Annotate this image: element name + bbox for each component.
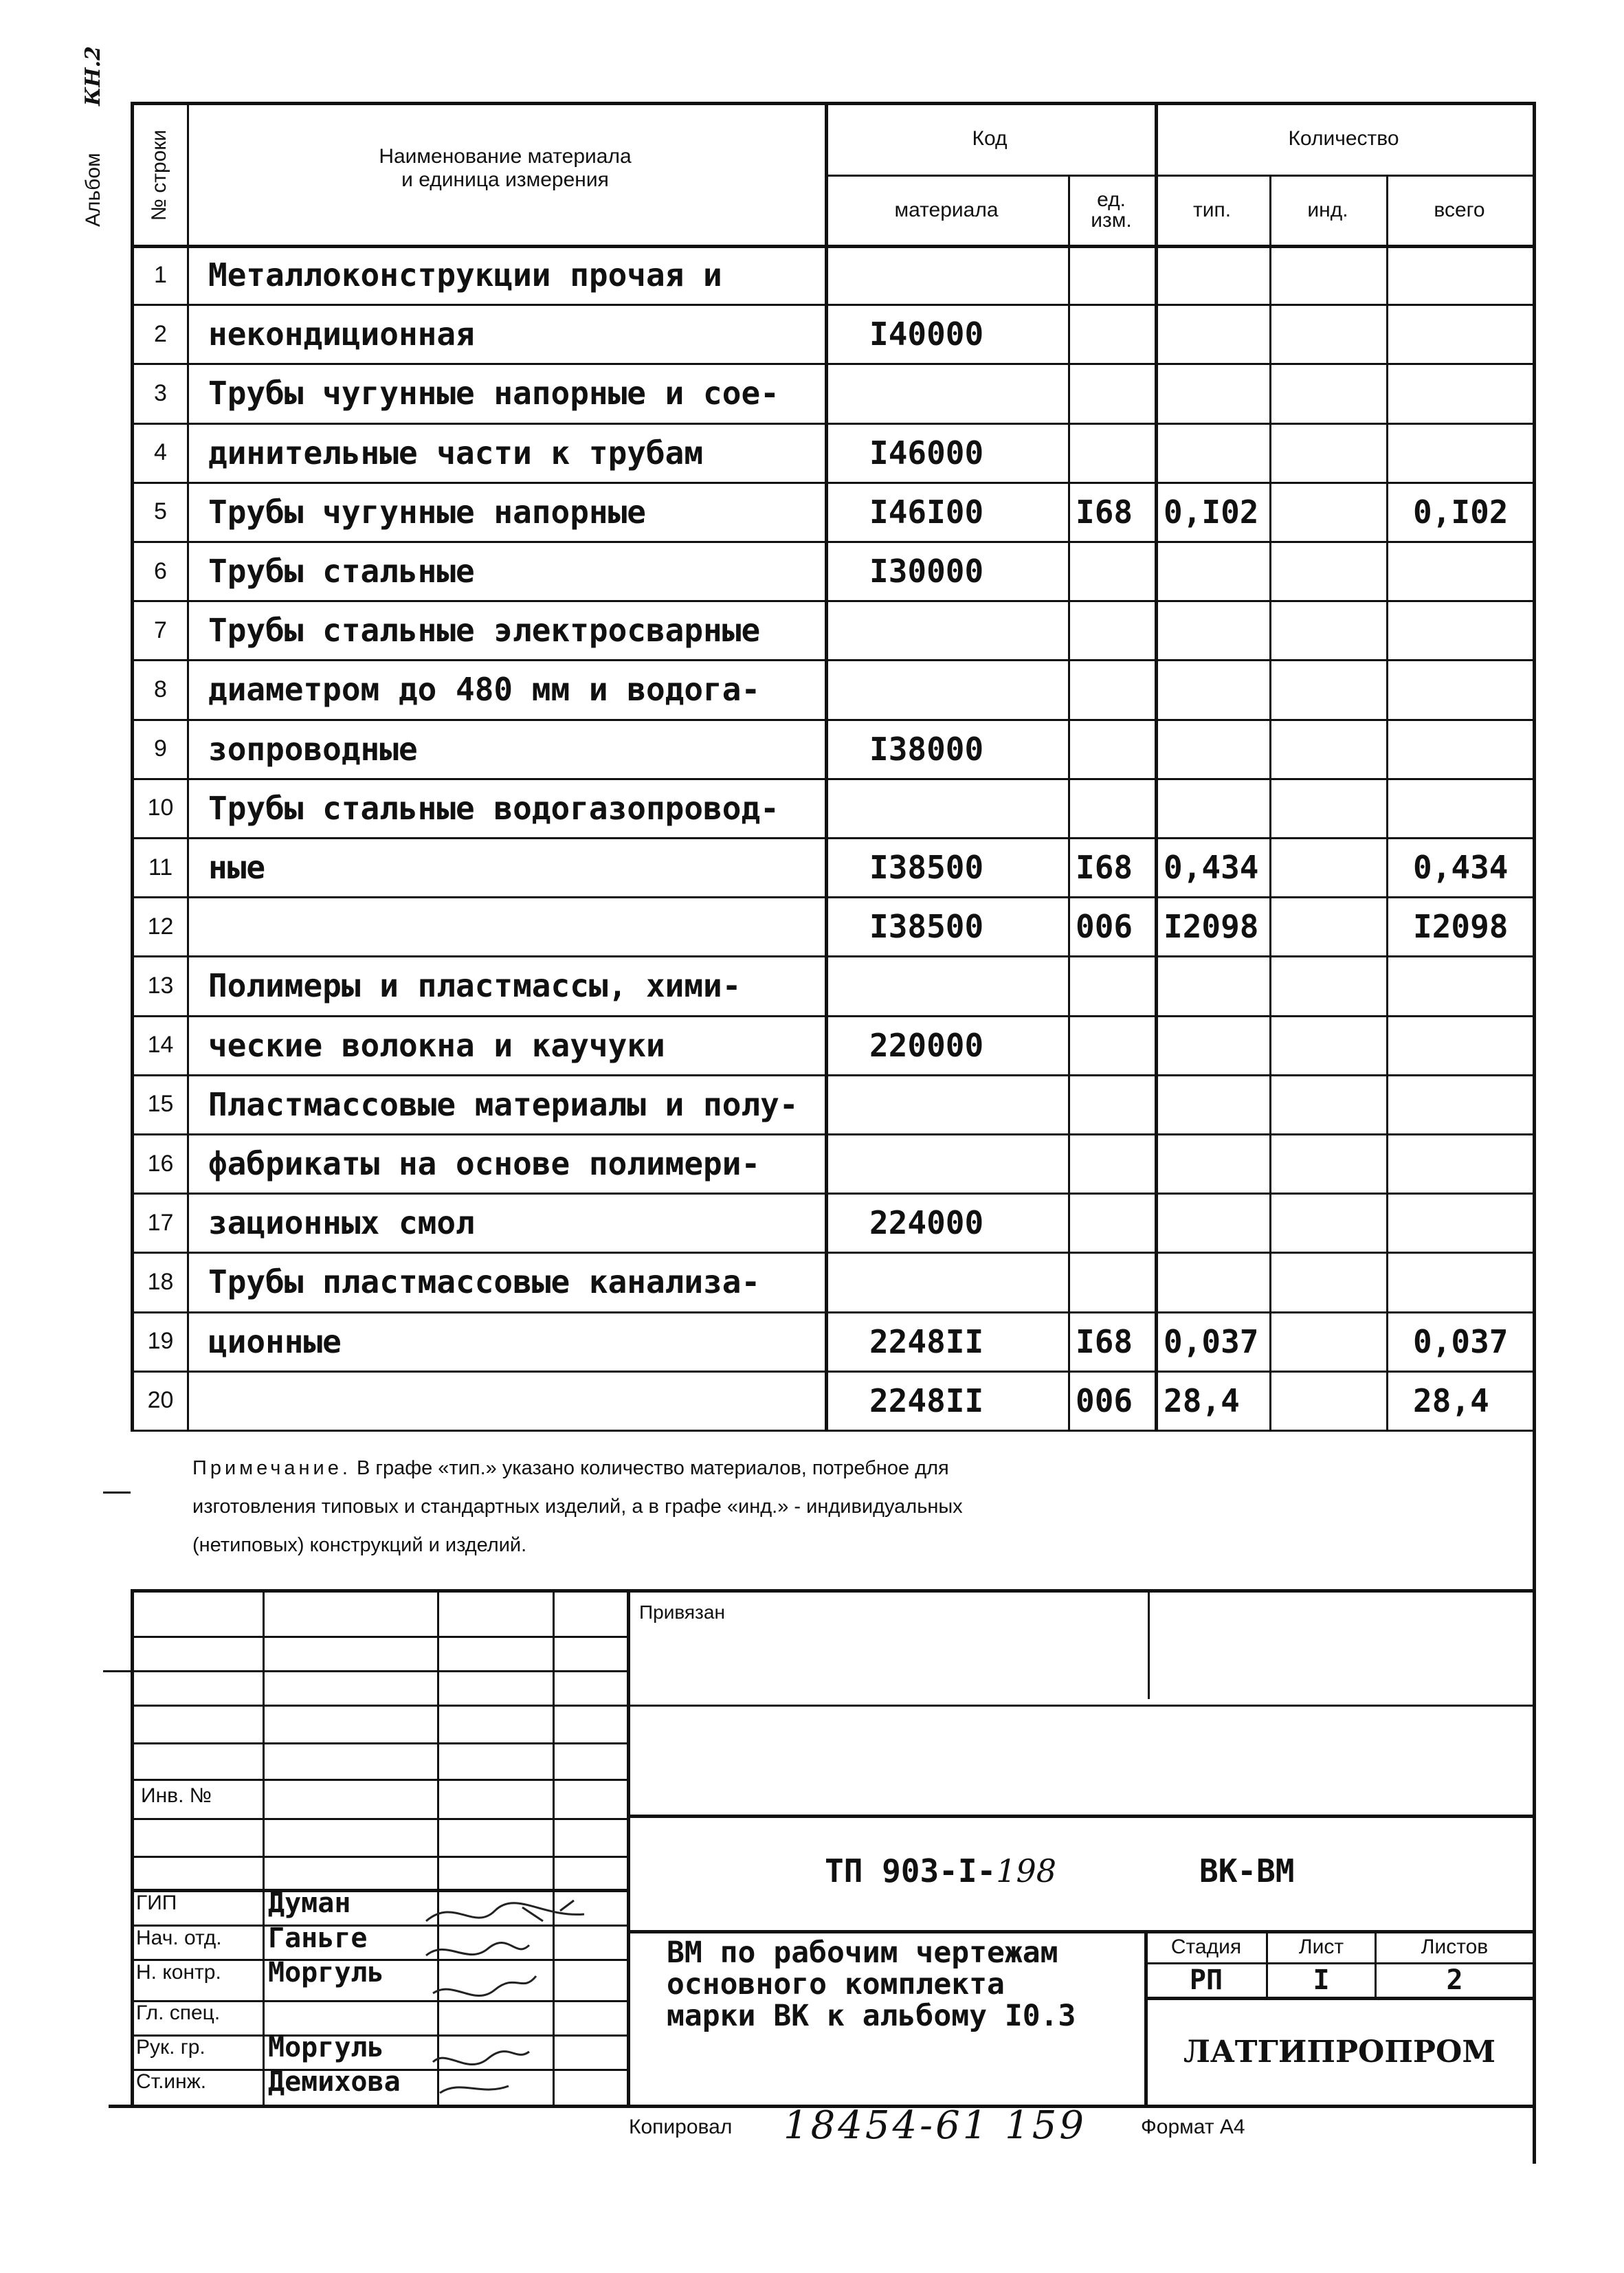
qty-ind xyxy=(1271,1253,1386,1311)
row-number: 3 xyxy=(154,379,167,406)
signature-person-name: Моргуль xyxy=(268,1957,384,1988)
material-code: I38000 xyxy=(869,730,984,768)
copied-handwritten-number: 18454-61 159 xyxy=(783,2103,1087,2148)
qty-total xyxy=(1388,1135,1533,1193)
row-number: 20 xyxy=(147,1387,174,1414)
stage-label: Стадия xyxy=(1170,1935,1242,1958)
qty-total xyxy=(1388,1194,1533,1252)
document-code-printed: ТП 903-I- xyxy=(825,1852,997,1889)
material-name: Полимеры и пластмассы, хими- xyxy=(208,967,742,1005)
qty-total: 0,434 xyxy=(1413,849,1509,887)
qty-ind xyxy=(1271,779,1386,837)
material-name: динительные части к трубам xyxy=(208,434,704,472)
material-name: Трубы стальные водогазопровод- xyxy=(208,789,779,827)
material-name: ные xyxy=(208,849,266,887)
material-code xyxy=(828,601,1068,659)
note-line1: В графе «тип.» указано количество материалов, потребное для xyxy=(356,1457,949,1479)
unit-code xyxy=(1070,1253,1155,1311)
qty-type: 0,I02 xyxy=(1164,493,1259,531)
qty-ind xyxy=(1271,839,1386,896)
document-code-handwritten: 198 xyxy=(996,1852,1057,1889)
row-number: 15 xyxy=(147,1091,174,1118)
unit-code xyxy=(1070,720,1155,778)
qty-total xyxy=(1388,661,1533,718)
material-code xyxy=(828,246,1068,304)
album-side-label xyxy=(81,46,105,227)
material-name: диаметром до 480 мм и водога- xyxy=(208,671,761,709)
material-code: I38500 xyxy=(869,908,984,946)
qty-type xyxy=(1158,364,1269,422)
qty-type xyxy=(1158,779,1269,837)
unit-code xyxy=(1070,1194,1155,1252)
qty-total xyxy=(1388,957,1533,1014)
qty-total xyxy=(1388,720,1533,778)
album-label: Альбом xyxy=(82,153,104,227)
qty-ind xyxy=(1271,424,1386,482)
unit-code: I68 xyxy=(1076,849,1133,887)
qty-ind xyxy=(1271,364,1386,422)
qty-ind xyxy=(1271,246,1386,304)
header-qty-type: тип. xyxy=(1192,199,1232,221)
document-title xyxy=(667,1937,1076,2032)
sheets-value: 2 xyxy=(1446,1964,1463,1996)
material-code: I40000 xyxy=(869,315,984,353)
qty-total xyxy=(1388,601,1533,659)
material-name: фабрикаты на основе полимери- xyxy=(208,1145,761,1183)
header-material-name xyxy=(189,137,821,199)
qty-ind xyxy=(1271,1076,1386,1133)
header-code-unit: ед. изм. xyxy=(1091,188,1132,232)
qty-ind xyxy=(1271,720,1386,778)
qty-total: 0,037 xyxy=(1413,1322,1509,1360)
row-number: 19 xyxy=(147,1328,174,1355)
document-mark: ВК-ВМ xyxy=(1199,1852,1295,1889)
unit-code xyxy=(1070,1017,1155,1074)
document-code xyxy=(825,1852,1056,1889)
sheet-label: Лист xyxy=(1298,1935,1344,1958)
material-name: некондиционная xyxy=(208,315,475,353)
qty-type xyxy=(1158,661,1269,718)
material-code: 2248II xyxy=(869,1382,984,1419)
qty-total xyxy=(1388,364,1533,422)
material-name: Трубы стальные xyxy=(208,553,475,590)
unit-code xyxy=(1070,779,1155,837)
row-number: 6 xyxy=(154,557,167,584)
header-qty-ind: инд. xyxy=(1307,199,1348,221)
material-name: Трубы чугунные напорные xyxy=(208,493,646,531)
header-qty-group: Количество xyxy=(1288,127,1399,150)
header-qty-total: всего xyxy=(1434,199,1485,221)
unit-code: I68 xyxy=(1076,493,1133,531)
row-number: 9 xyxy=(154,735,167,762)
material-name: зационных смол xyxy=(208,1204,475,1242)
material-name: Трубы стальные электросварные xyxy=(208,612,761,650)
row-number: 1 xyxy=(154,261,167,288)
row-number: 5 xyxy=(154,498,167,525)
signature-person-name: Демихова xyxy=(268,2066,401,2098)
qty-total: 0,I02 xyxy=(1413,493,1509,531)
document-title-line2: основного комплекта xyxy=(667,1967,1005,2002)
unit-code xyxy=(1070,661,1155,718)
material-name: зопроводные xyxy=(208,730,418,768)
row-number: 4 xyxy=(154,439,167,466)
material-name xyxy=(189,1372,825,1430)
material-code: I46000 xyxy=(869,434,984,472)
signature-person-name: Думан xyxy=(268,1887,351,1919)
qty-type xyxy=(1158,957,1269,1014)
material-code: I38500 xyxy=(869,849,984,887)
qty-type xyxy=(1158,601,1269,659)
qty-total xyxy=(1388,1253,1533,1311)
qty-type xyxy=(1158,424,1269,482)
header-code-group: Код xyxy=(972,127,1008,150)
signature-role: ГИП xyxy=(136,1892,177,1914)
qty-type: 0,434 xyxy=(1164,849,1259,887)
signature-role: Гл. спец. xyxy=(136,2002,221,2024)
material-name: ционные xyxy=(208,1322,342,1360)
qty-ind xyxy=(1271,542,1386,600)
stage-value: РП xyxy=(1189,1964,1223,1996)
qty-total xyxy=(1388,246,1533,304)
qty-total xyxy=(1388,305,1533,363)
qty-total xyxy=(1388,1017,1533,1074)
qty-type xyxy=(1158,542,1269,600)
unit-code xyxy=(1070,1135,1155,1193)
privyazan-label: Привязан xyxy=(639,1601,725,1623)
row-number: 16 xyxy=(147,1150,174,1177)
qty-total xyxy=(1388,542,1533,600)
note-label: Примечание. xyxy=(192,1457,351,1479)
unit-code: 006 xyxy=(1076,1382,1133,1419)
qty-total xyxy=(1388,779,1533,837)
material-code xyxy=(828,1135,1068,1193)
margin-mark xyxy=(103,1492,131,1494)
material-code xyxy=(828,1076,1068,1133)
margin-mark xyxy=(103,1670,131,1672)
qty-type xyxy=(1158,720,1269,778)
row-number: 17 xyxy=(147,1209,174,1236)
row-number: 12 xyxy=(147,913,174,940)
qty-ind xyxy=(1271,601,1386,659)
qty-ind xyxy=(1271,1194,1386,1252)
qty-type xyxy=(1158,246,1269,304)
copied-label: Копировал xyxy=(629,2116,733,2138)
qty-type xyxy=(1158,305,1269,363)
document-title-line3: марки ВК к альбому I0.3 xyxy=(667,1999,1076,2033)
qty-total: I2098 xyxy=(1413,908,1509,946)
row-number: 8 xyxy=(154,676,167,702)
unit-code xyxy=(1070,246,1155,304)
header-name-line1: Наименование материала xyxy=(379,145,632,168)
unit-code xyxy=(1070,424,1155,482)
material-code xyxy=(828,661,1068,718)
signature-role: Рук. гр. xyxy=(136,2036,205,2059)
signature-role: Н. контр. xyxy=(136,1961,221,1984)
signature-person-name: Моргуль xyxy=(268,2032,384,2063)
qty-ind xyxy=(1271,957,1386,1014)
inv-no-label: Инв. № xyxy=(141,1784,212,1807)
unit-code xyxy=(1070,601,1155,659)
row-number: 10 xyxy=(147,795,174,821)
qty-ind xyxy=(1271,483,1386,541)
qty-type xyxy=(1158,1017,1269,1074)
qty-ind xyxy=(1271,898,1386,955)
note-line2: изготовления типовых и стандартных изделий, а в графе «инд.» - индивидуальных xyxy=(192,1496,963,1518)
material-code: 2248II xyxy=(869,1322,984,1360)
unit-code: I68 xyxy=(1076,1322,1133,1360)
material-name: ческие волокна и каучуки xyxy=(208,1026,665,1064)
signature-person-name: Ганьге xyxy=(268,1922,368,1954)
signatures-drawing xyxy=(412,1890,625,2103)
qty-type: 28,4 xyxy=(1164,1382,1240,1419)
unit-code: 006 xyxy=(1076,908,1133,946)
qty-ind xyxy=(1271,1135,1386,1193)
unit-code xyxy=(1070,1076,1155,1133)
note-line3: (нетиповых) конструкций и изделий. xyxy=(192,1534,527,1556)
row-number: 2 xyxy=(154,320,167,347)
qty-type xyxy=(1158,1076,1269,1133)
qty-type: I2098 xyxy=(1164,908,1259,946)
header-name-line2: и единица измерения xyxy=(401,168,609,191)
material-code xyxy=(828,957,1068,1014)
organization-name: ЛАТГИПРОПРОМ xyxy=(1183,2034,1496,2070)
material-name xyxy=(189,898,825,955)
qty-type xyxy=(1158,1194,1269,1252)
header-row-number: № строки xyxy=(148,129,170,221)
qty-total: 28,4 xyxy=(1413,1382,1489,1419)
qty-ind xyxy=(1271,1313,1386,1371)
qty-type xyxy=(1158,1253,1269,1311)
album-number: КН.2 xyxy=(81,46,105,107)
qty-type: 0,037 xyxy=(1164,1322,1259,1360)
material-code xyxy=(828,1253,1068,1311)
unit-code xyxy=(1070,957,1155,1014)
row-number: 7 xyxy=(154,617,167,643)
signature-role: Нач. отд. xyxy=(136,1927,222,1949)
material-code xyxy=(828,779,1068,837)
material-code: I46I00 xyxy=(869,493,984,531)
unit-code xyxy=(1070,305,1155,363)
qty-ind xyxy=(1271,1372,1386,1430)
document-title-line1: ВМ по рабочим чертежам xyxy=(667,1936,1058,1970)
material-code: I30000 xyxy=(869,553,984,590)
unit-code xyxy=(1070,542,1155,600)
material-name: Трубы чугунные напорные и сое- xyxy=(208,375,779,412)
format-label: Формат А4 xyxy=(1141,2116,1245,2138)
material-name: Металлоконструкции прочая и xyxy=(208,256,722,294)
row-number: 18 xyxy=(147,1268,174,1295)
sheet-value: I xyxy=(1313,1964,1330,1996)
header-code-material: материала xyxy=(894,199,999,221)
qty-total xyxy=(1388,424,1533,482)
material-name: Трубы пластмассовые канализа- xyxy=(208,1263,761,1301)
row-number: 13 xyxy=(147,972,174,999)
signature-role: Ст.инж. xyxy=(136,2070,207,2093)
row-number: 11 xyxy=(148,854,173,880)
material-code: 224000 xyxy=(869,1204,984,1242)
qty-total xyxy=(1388,1076,1533,1133)
qty-ind xyxy=(1271,661,1386,718)
material-name: Пластмассовые материалы и полу- xyxy=(208,1085,799,1123)
note xyxy=(192,1449,1498,1564)
unit-code xyxy=(1070,364,1155,422)
material-code xyxy=(828,364,1068,422)
sheets-label: Листов xyxy=(1421,1935,1489,1958)
qty-ind xyxy=(1271,1017,1386,1074)
material-code: 220000 xyxy=(869,1026,984,1064)
row-number: 14 xyxy=(147,1032,174,1058)
qty-type xyxy=(1158,1135,1269,1193)
qty-ind xyxy=(1271,305,1386,363)
